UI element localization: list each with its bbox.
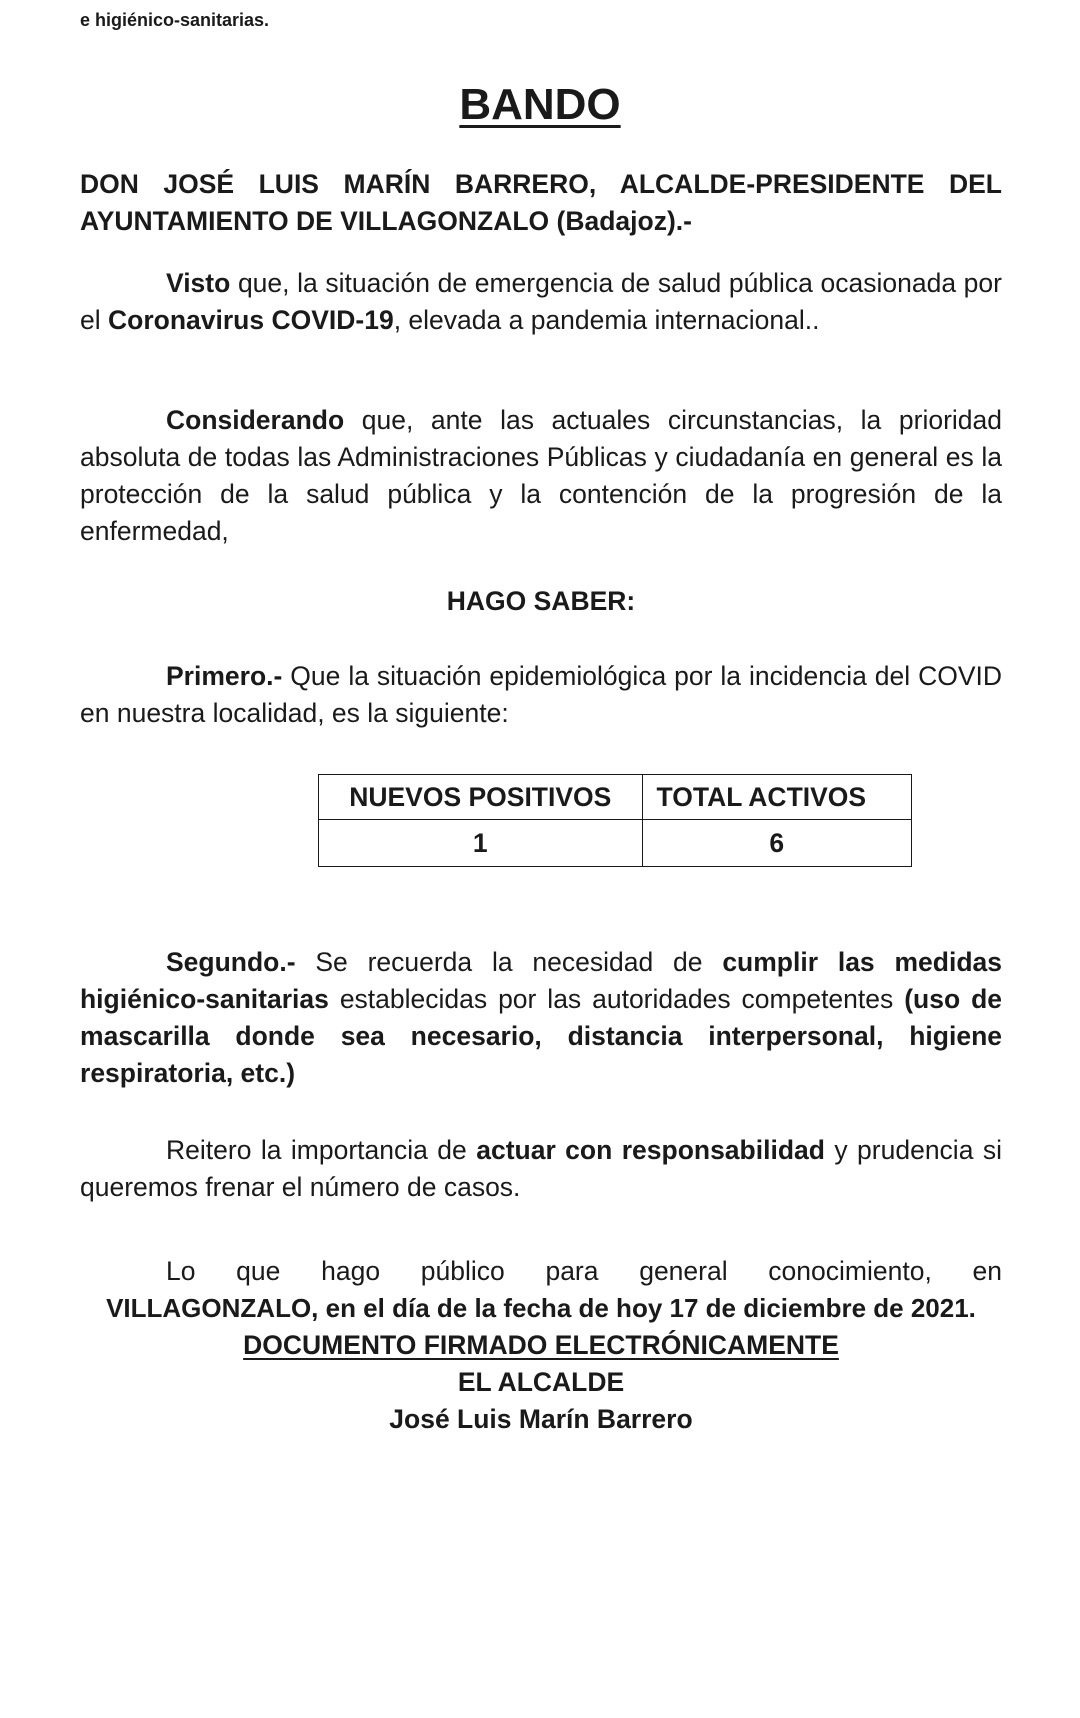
intro-paragraph: DON JOSÉ LUIS MARÍN BARRERO, ALCALDE-PRESIDENTE DEL AYUNTAMIENTO DE VILLAGONZALO (Badajoz).- [80,169,1002,236]
reitero-text1: Reitero la importancia de [166,1135,477,1165]
primero-lead: Primero.- [166,661,283,691]
table-header-row [319,775,912,820]
visto-paragraph [80,265,1002,339]
hago-saber-heading: HAGO SABER: [446,586,636,616]
signer-role: EL ALCALDE [457,1367,625,1397]
segundo-text1: Se recuerda la necesidad de [295,947,723,977]
considerando-paragraph [80,402,1002,550]
segundo-lead: Segundo.- [166,947,296,977]
segundo-bold1: cumplir las medidas higiénico-sanitarias [80,947,1002,1014]
closing-line-2: VILLAGONZALO, en el día de la fecha de hoy 17 de diciembre de 2021. [106,1293,976,1323]
table-row [319,820,912,867]
covid-stats-table [318,774,912,867]
primero-paragraph [80,658,1002,732]
reitero-text2: y prudencia si queremos frenar el número de casos. [80,1135,1002,1202]
considerando-text: que, ante las actuales circunstancias, la prioridad absoluta de todas las Administraciones Públicas y ciudadanía en general es la protección de la salud pública y la contención de la progresión de la enfermedad, [80,405,1002,546]
visto-lead: Visto [166,268,231,298]
visto-text1: que, la situación de emergencia de salud pública ocasionada por el [80,268,1002,335]
header-fragment: e higiénico-sanitarias. [80,10,270,30]
value-total-activos: 6 [642,820,911,867]
value-nuevos-positivos: 1 [319,820,643,867]
closing-line-1: Lo que hago público para general conocimiento, en [166,1256,1002,1286]
visto-bold: Coronavirus COVID-19 [108,305,394,335]
reitero-paragraph [80,1132,1002,1206]
primero-text: Que la situación epidemiológica por la incidencia del COVID en nuestra localidad, es la siguiente: [80,661,1002,728]
segundo-paragraph [80,944,1002,1092]
document-title: BANDO [459,80,621,129]
segundo-text2: establecidas por las autoridades competentes [328,984,905,1014]
visto-text2: , elevada a pandemia internacional.. [393,305,820,335]
header-nuevos-positivos: NUEVOS POSITIVOS [319,775,643,820]
signed-notice-text: DOCUMENTO FIRMADO ELECTRÓNICAMENTE [243,1330,839,1360]
signed-notice [80,1327,1002,1364]
header-total-activos: TOTAL ACTIVOS [642,775,911,820]
signer-name: José Luis Marín Barrero [389,1404,693,1434]
reitero-bold: actuar con responsabilidad [476,1135,825,1165]
considerando-lead: Considerando [166,405,345,435]
segundo-bold2: (uso de mascarilla donde sea necesario, distancia interpersonal, higiene respiratoria, etc.) [80,984,1002,1088]
